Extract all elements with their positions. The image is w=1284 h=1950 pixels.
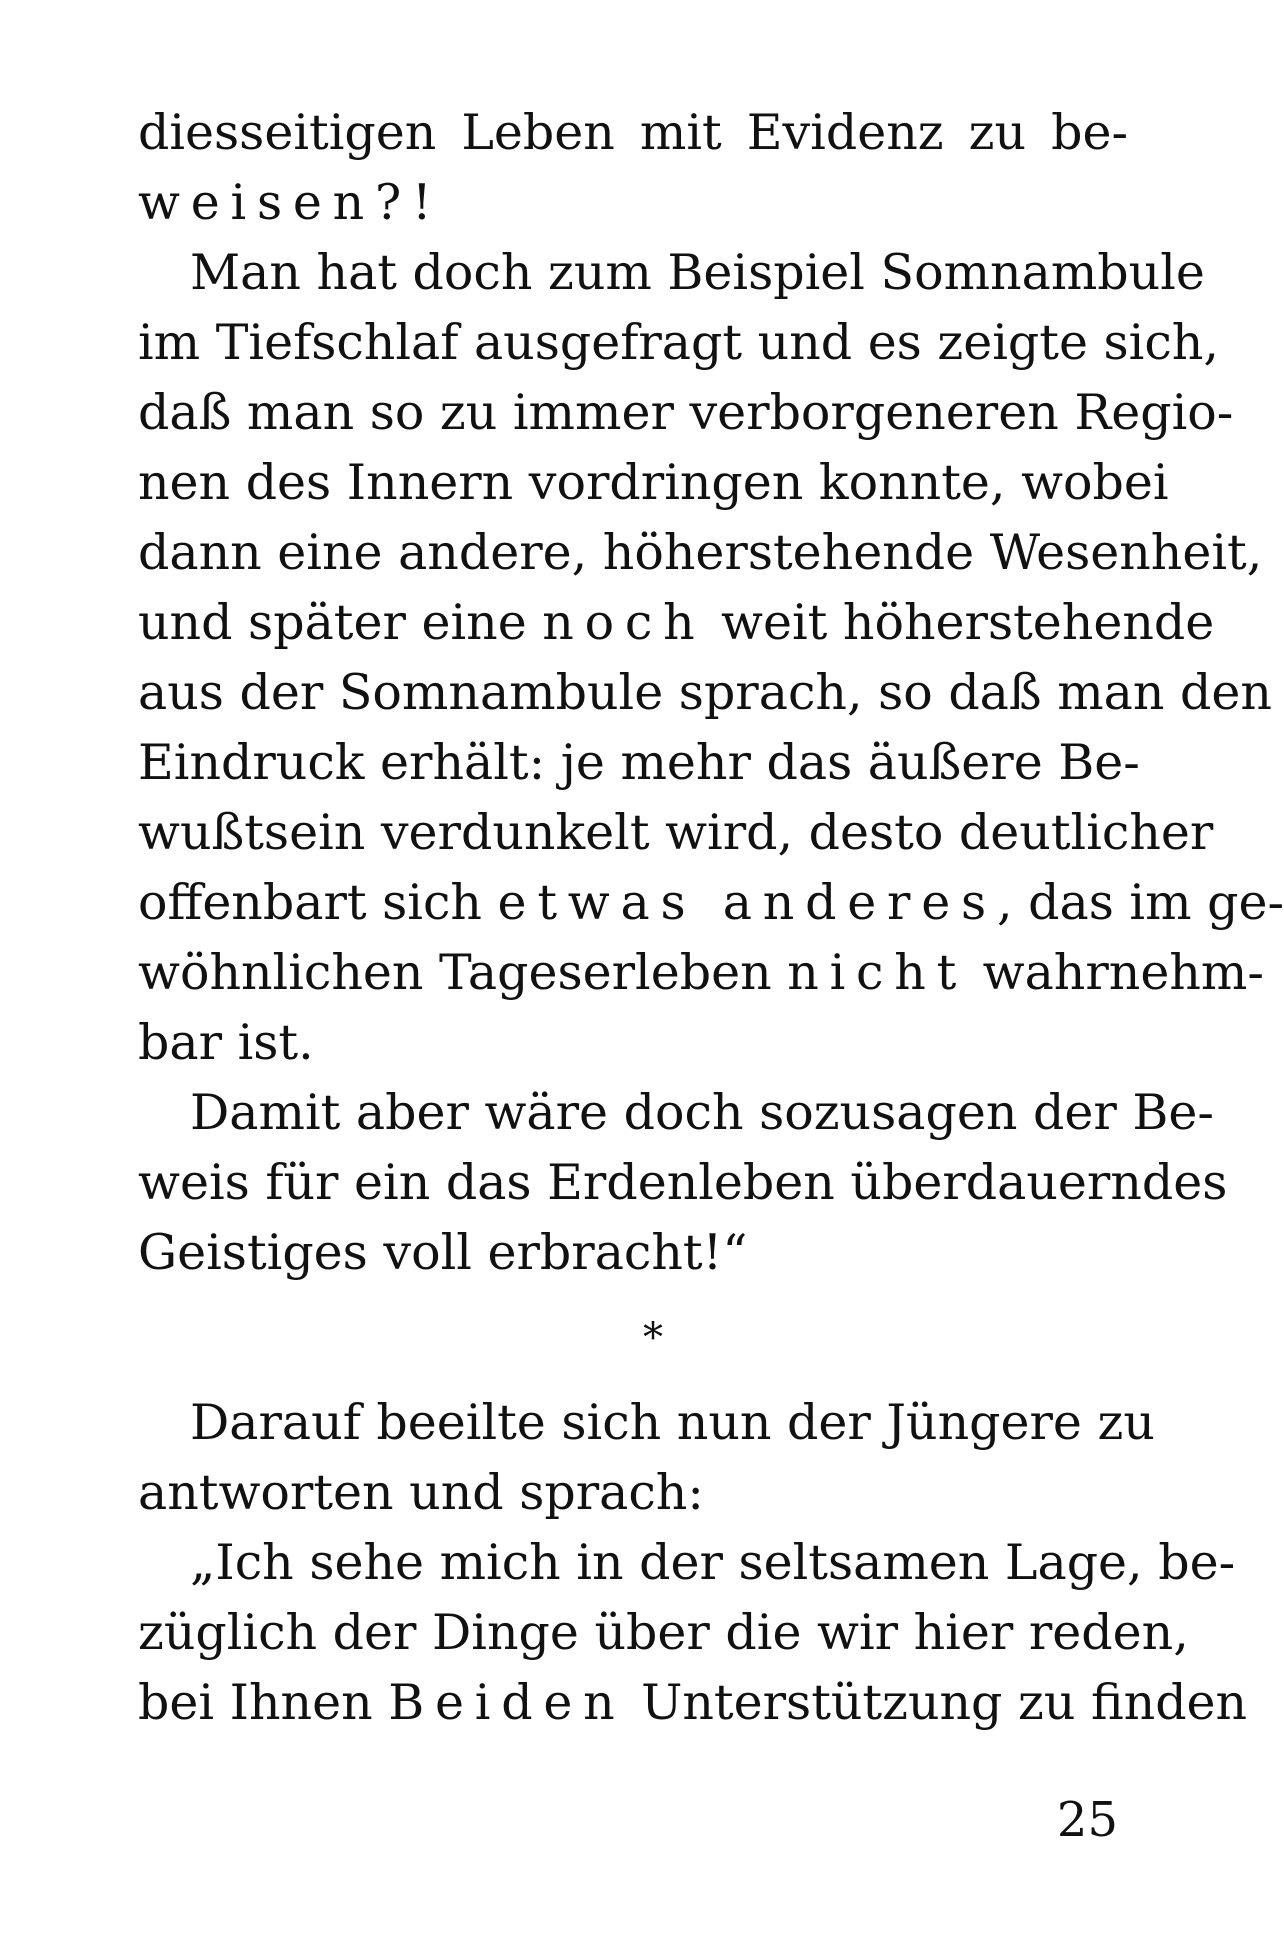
- text-run: offenbart sich: [138, 874, 498, 931]
- page-number: 25: [1056, 1792, 1118, 1848]
- body-text: [138, 98, 1284, 1738]
- text-run: im Tiefschlaf ausgefragt und es zeigte sich,: [138, 314, 1219, 371]
- text-run: , das im ge-: [996, 874, 1284, 931]
- text-line: [138, 1148, 1228, 1218]
- text-run: weis für ein das Erdenleben überdauerndes: [138, 1154, 1228, 1211]
- text-run: diesseitigen Leben mit Evidenz zu be-: [138, 104, 1128, 161]
- text-line: [138, 798, 1214, 868]
- text-run: antworten und sprach:: [138, 1464, 704, 1521]
- paragraph: [138, 238, 1284, 1078]
- text-run: Damit aber wäre doch sozusagen der Be-: [190, 1084, 1214, 1141]
- paragraph: [138, 98, 1128, 238]
- text-line: [138, 1388, 1155, 1458]
- text-line: [138, 308, 1219, 378]
- emphasized-text: noch: [542, 594, 706, 651]
- text-run: dann eine andere, höherstehende Wesenheit,: [138, 524, 1263, 581]
- text-line: [138, 728, 1140, 798]
- text-line: [138, 168, 1128, 238]
- text-line: [138, 1218, 1128, 1288]
- text-line: [138, 1458, 1128, 1528]
- text-run: Geistiges voll erbracht!“: [138, 1224, 748, 1281]
- paragraph: [138, 1388, 1155, 1528]
- text-line: [138, 588, 1215, 658]
- text-run: züglich der Dinge über die wir hier reden,: [138, 1604, 1189, 1661]
- emphasized-text: etwas anderes: [497, 874, 997, 931]
- text-line: [138, 1078, 1214, 1148]
- text-line: [138, 378, 1234, 448]
- text-run: aus der Somnambule sprach, so daß man den: [138, 664, 1272, 721]
- text-line: [138, 448, 1169, 518]
- paragraph: [138, 1078, 1228, 1288]
- text-run: wußtsein verdunkelt wird, desto deutlicher: [138, 804, 1214, 861]
- emphasized-text: weisen?!: [138, 174, 443, 231]
- text-run: Unterstützung zu finden: [625, 1674, 1248, 1731]
- text-line: [138, 1008, 1128, 1078]
- paragraph: [138, 1528, 1248, 1738]
- emphasized-text: Beiden: [388, 1674, 626, 1731]
- emphasized-text: nicht: [787, 944, 968, 1001]
- text-line: [138, 658, 1272, 728]
- text-run: bar ist.: [138, 1014, 314, 1071]
- text-run: weit höherstehende: [705, 594, 1215, 651]
- text-run: bei Ihnen: [138, 1674, 389, 1731]
- text-line: [138, 1598, 1189, 1668]
- text-run: nen des Innern vordringen konnte, wobei: [138, 454, 1169, 511]
- text-line: [138, 868, 1284, 938]
- text-run: daß man so zu immer verborgeneren Regio-: [138, 384, 1234, 441]
- text-run: Darauf beeilte sich nun der Jüngere zu: [190, 1394, 1155, 1451]
- text-line: [138, 238, 1205, 308]
- text-line: [138, 1528, 1236, 1598]
- text-run: und später eine: [138, 594, 543, 651]
- text-run: wöhnlichen Tageserleben: [138, 944, 788, 1001]
- text-run: wahrnehm-: [967, 944, 1264, 1001]
- text-run: „Ich sehe mich in der seltsamen Lage, be-: [190, 1534, 1236, 1591]
- text-line: [138, 98, 1128, 168]
- section-break-asterisk: *: [643, 1315, 663, 1361]
- text-run: Man hat doch zum Beispiel Somnambule: [190, 244, 1205, 301]
- text-line: [138, 518, 1263, 588]
- text-line: [138, 1668, 1248, 1738]
- text-run: Eindruck erhält: je mehr das äußere Be-: [138, 734, 1140, 791]
- text-line: [138, 938, 1264, 1008]
